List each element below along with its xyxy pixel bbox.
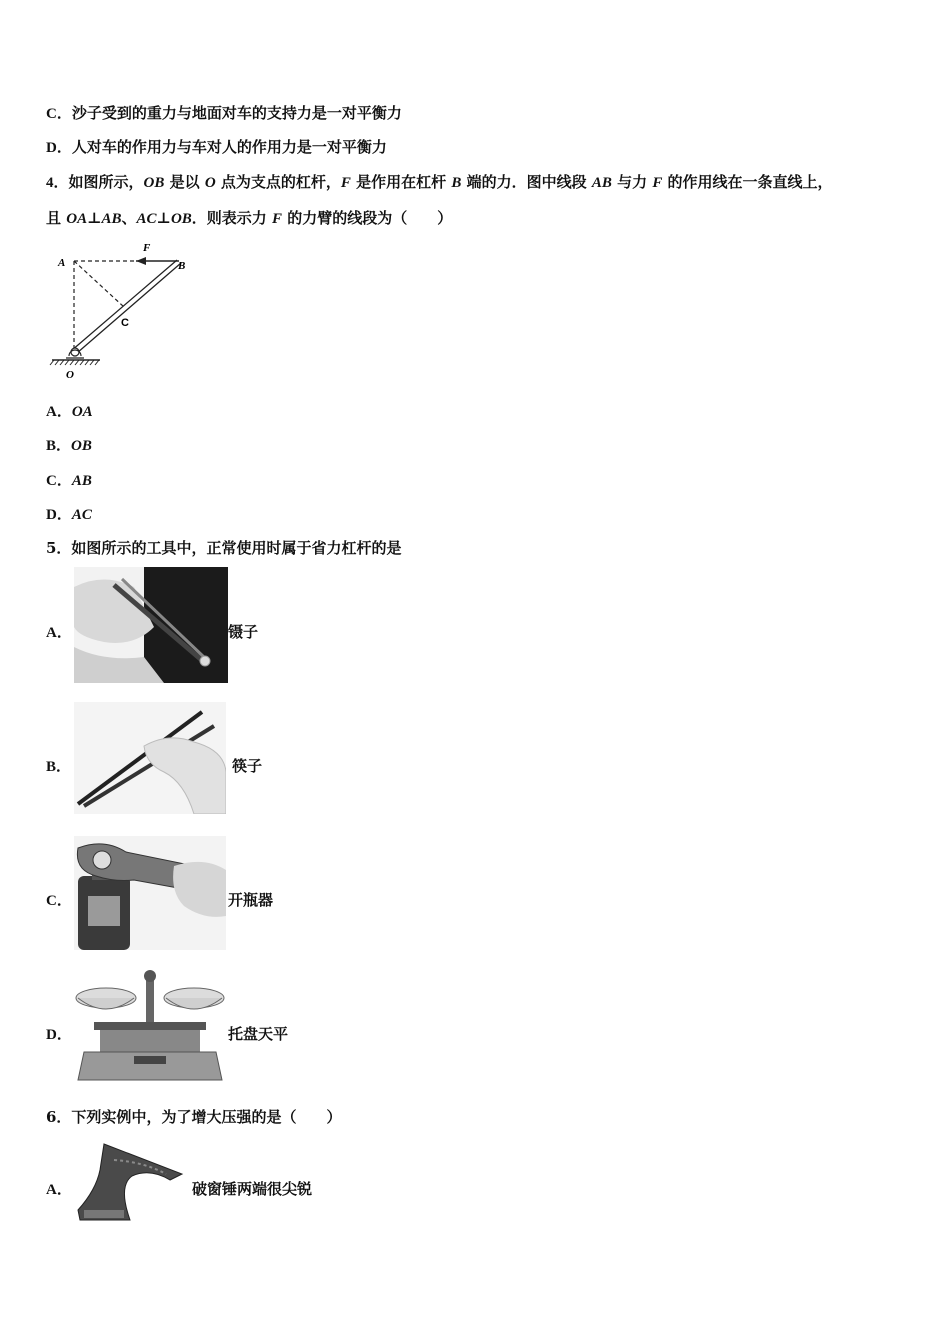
q3-option-d-label: D． xyxy=(46,140,72,156)
q3-option-d xyxy=(46,136,387,157)
q4-text: 端的力．图中线段 xyxy=(461,173,592,191)
q4-option-b xyxy=(46,434,92,455)
label-o: O xyxy=(66,369,74,381)
q5-option-c-label: C． xyxy=(46,893,72,909)
label-f: F xyxy=(143,242,151,254)
q3-option-c xyxy=(46,102,402,123)
q6-stem: 6．下列实例中，为了增大压强的是（ ） xyxy=(46,1108,342,1126)
q4-text: 点为支点的杠杆， xyxy=(215,173,341,191)
q4-text: 且 xyxy=(46,209,67,227)
q5-option-d-caption: 托盘天平 xyxy=(228,1025,289,1043)
q4-var: AB xyxy=(101,211,122,227)
q4-var: AC xyxy=(136,211,157,227)
q4-text: 的力臂的线段为（ ） xyxy=(282,209,453,227)
option-label: A． xyxy=(46,404,72,420)
q4-option-c xyxy=(46,469,92,490)
q4-var: B xyxy=(451,175,462,191)
perpendicular-symbol: ⊥ xyxy=(156,209,171,227)
q4-var: F xyxy=(272,211,283,227)
label-a: A xyxy=(58,257,66,269)
chopsticks-icon xyxy=(74,702,226,814)
option-label: B． xyxy=(46,438,72,454)
q4-option-d xyxy=(46,503,92,524)
q4-text: 是作用在杠杆 xyxy=(350,173,452,191)
q5-option-c-caption: 开瓶器 xyxy=(228,891,274,909)
q4-text: 如图所示， xyxy=(68,173,144,191)
q4-var: OB xyxy=(170,211,192,227)
q4-text: 与力 xyxy=(611,173,653,191)
q5-stem: 5．如图所示的工具中，正常使用时属于省力杠杆的是 xyxy=(46,539,402,557)
q3-option-d-text: 人对车的作用力与车对人的作用力是一对平衡力 xyxy=(71,138,387,156)
q4-var: F xyxy=(652,175,663,191)
q6-option-a-caption: 破窗锤两端很尖锐 xyxy=(192,1180,313,1198)
option-text: AC xyxy=(71,507,92,523)
q4-var: O xyxy=(204,175,216,191)
q4-stem-line1 xyxy=(46,171,833,192)
q4-stem-line2 xyxy=(46,207,452,228)
perpendicular-symbol: ⊥ xyxy=(87,209,102,227)
safety-hammer-icon xyxy=(74,1140,186,1222)
option-label: D． xyxy=(46,507,72,523)
q4-text: 的作用线在一条直线上， xyxy=(662,173,833,191)
option-text: OA xyxy=(71,404,93,420)
lever-diagram xyxy=(44,238,204,383)
q4-number: 4． xyxy=(46,175,69,191)
label-b: B xyxy=(178,260,186,272)
balance-scale-icon xyxy=(74,968,226,1084)
q4-var: OA xyxy=(66,211,88,227)
q4-option-a xyxy=(46,400,93,421)
q3-option-c-text: 沙子受到的重力与地面对车的支持力是一对平衡力 xyxy=(71,104,402,122)
q4-text: 是以 xyxy=(164,173,205,191)
q6-option-a-label: A． xyxy=(46,1182,72,1198)
q4-text: 、 xyxy=(121,209,137,227)
tweezers-icon xyxy=(74,567,228,683)
option-text: OB xyxy=(71,438,92,454)
q3-option-c-label: C． xyxy=(46,106,72,122)
q5-option-b-label: B． xyxy=(46,759,72,775)
q5-option-b-caption: 筷子 xyxy=(232,757,263,775)
q4-var: OB xyxy=(143,175,165,191)
label-c: C xyxy=(121,317,129,329)
q5-option-a-caption: 镊子 xyxy=(228,623,259,641)
q4-var: AB xyxy=(591,175,612,191)
q5-option-d-label: D． xyxy=(46,1027,72,1043)
bottle-opener-icon xyxy=(74,836,226,950)
q4-var: F xyxy=(340,175,351,191)
q4-text: ．则表示力 xyxy=(191,209,273,227)
option-text: AB xyxy=(71,473,92,489)
option-label: C． xyxy=(46,473,72,489)
q5-option-a-label: A． xyxy=(46,625,72,641)
